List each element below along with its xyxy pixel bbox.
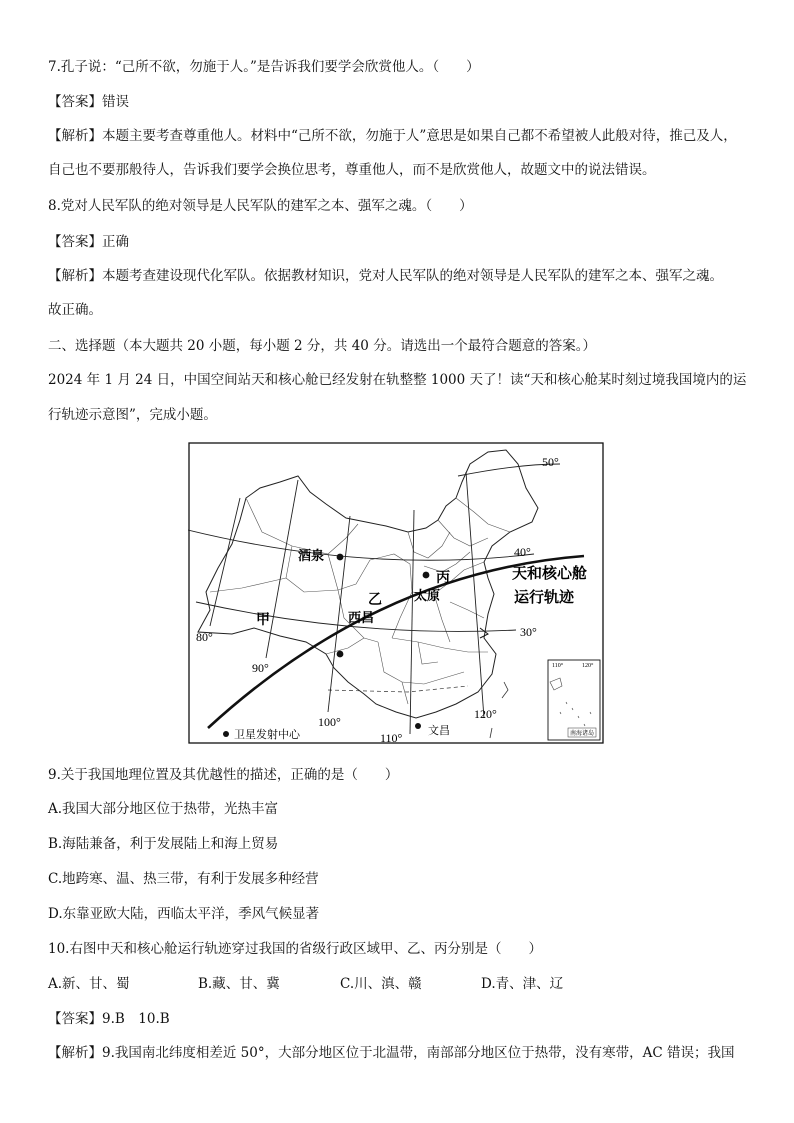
material-text-1: 2024 年 1 月 24 日，中国空间站天和核心舱已经发射在轨整整 1000 天了！读“天和核心舱某时刻过境我国境内的运 bbox=[48, 372, 747, 388]
q7-answer: 【答案】错误 bbox=[48, 94, 129, 110]
lon-label-100: 100° bbox=[318, 715, 341, 729]
region-yi: 乙 bbox=[368, 592, 382, 608]
q9-option-d: D.东靠亚欧大陆，西临太平洋，季风气候显著 bbox=[48, 906, 320, 922]
china-orbit-map bbox=[188, 442, 604, 744]
svg-text:120°: 120° bbox=[582, 663, 594, 669]
q8-analysis-1: 【解析】本题考查建设现代化军队。依据教材知识，党对人民军队的绝对领导是人民军队的建军之本、强军之魂。 bbox=[48, 268, 723, 284]
q8-answer: 【答案】正确 bbox=[48, 234, 129, 250]
q10-question: 10.右图中天和核心舱运行轨迹穿过我国的省级行政区域甲、乙、丙分别是（ ） bbox=[48, 941, 542, 957]
q7-question: 7.孔子说：“己所不欲，勿施于人。”是告诉我们要学会欣赏他人。（ ） bbox=[48, 59, 480, 75]
q8-question: 8.党对人民军队的绝对领导是人民军队的建军之本、强军之魂。（ ） bbox=[48, 198, 473, 214]
q9-10-answer: 【答案】9.B 10.B bbox=[48, 1011, 170, 1027]
section-heading: 二、选择题（本大题共 20 小题，每小题 2 分，共 40 分。请选出一个最符合题意的答案。） bbox=[48, 338, 596, 354]
lon-label-110: 110° bbox=[380, 731, 403, 744]
q9-option-c: C.地跨寒、温、热三带，有利于发展多种经营 bbox=[48, 871, 319, 887]
q9-analysis: 【解析】9.我国南北纬度相差近 50°，大部分地区位于北温带，南部部分地区位于热带，没有寒带，AC 错误；我国 bbox=[48, 1045, 735, 1061]
svg-text:南海诸岛: 南海诸岛 bbox=[570, 730, 595, 737]
q10-option-c: C.川、滇、赣 bbox=[340, 976, 422, 992]
place-jiuquan: 酒泉 bbox=[298, 549, 325, 564]
material-text-2: 行轨迹示意图”，完成小题。 bbox=[48, 407, 217, 423]
q7-analysis-2: 自己也不要那般待人，告诉我们要学会换位思考，尊重他人，而不是欣赏他人，故题文中的说法错误。 bbox=[48, 162, 656, 178]
q9-option-b: B.海陆兼备，利于发展陆上和海上贸易 bbox=[48, 836, 279, 852]
legend-launch-center: 卫星发射中心 bbox=[234, 728, 300, 741]
lat-label-40: 40° bbox=[514, 545, 531, 559]
q7-analysis-1: 【解析】本题主要考查尊重他人。材料中“己所不欲，勿施于人”意思是如果自己都不希望被人此般对待，推己及人， bbox=[48, 128, 737, 144]
lat-label-30: 30° bbox=[520, 625, 537, 639]
q8-analysis-2: 故正确。 bbox=[48, 302, 102, 318]
place-taiyuan: 太原 bbox=[414, 589, 441, 604]
lon-label-120: 120° bbox=[474, 707, 497, 721]
region-jia: 甲 bbox=[256, 612, 270, 628]
place-wenchang: 文昌 bbox=[428, 724, 450, 737]
q9-option-a: A.我国大部分地区位于热带，光热丰富 bbox=[48, 801, 279, 817]
south-china-sea-inset bbox=[548, 660, 600, 740]
region-bing: 丙 bbox=[436, 570, 450, 586]
q10-option-b: B.藏、甘、冀 bbox=[198, 976, 280, 992]
q10-option-d: D.青、津、辽 bbox=[481, 976, 564, 992]
q10-option-a: A.新、甘、蜀 bbox=[48, 976, 130, 992]
lon-label-90: 90° bbox=[252, 661, 269, 675]
orbit-label-2: 运行轨迹 bbox=[514, 588, 575, 606]
lon-label-80: 80° bbox=[196, 630, 213, 644]
svg-text:110°: 110° bbox=[552, 663, 564, 669]
orbit-label-1: 天和核心舱 bbox=[512, 564, 588, 582]
lat-label-50: 50° bbox=[542, 455, 559, 469]
q9-question: 9.关于我国地理位置及其优越性的描述，正确的是（ ） bbox=[48, 767, 399, 783]
place-xichang: 西昌 bbox=[348, 611, 375, 626]
